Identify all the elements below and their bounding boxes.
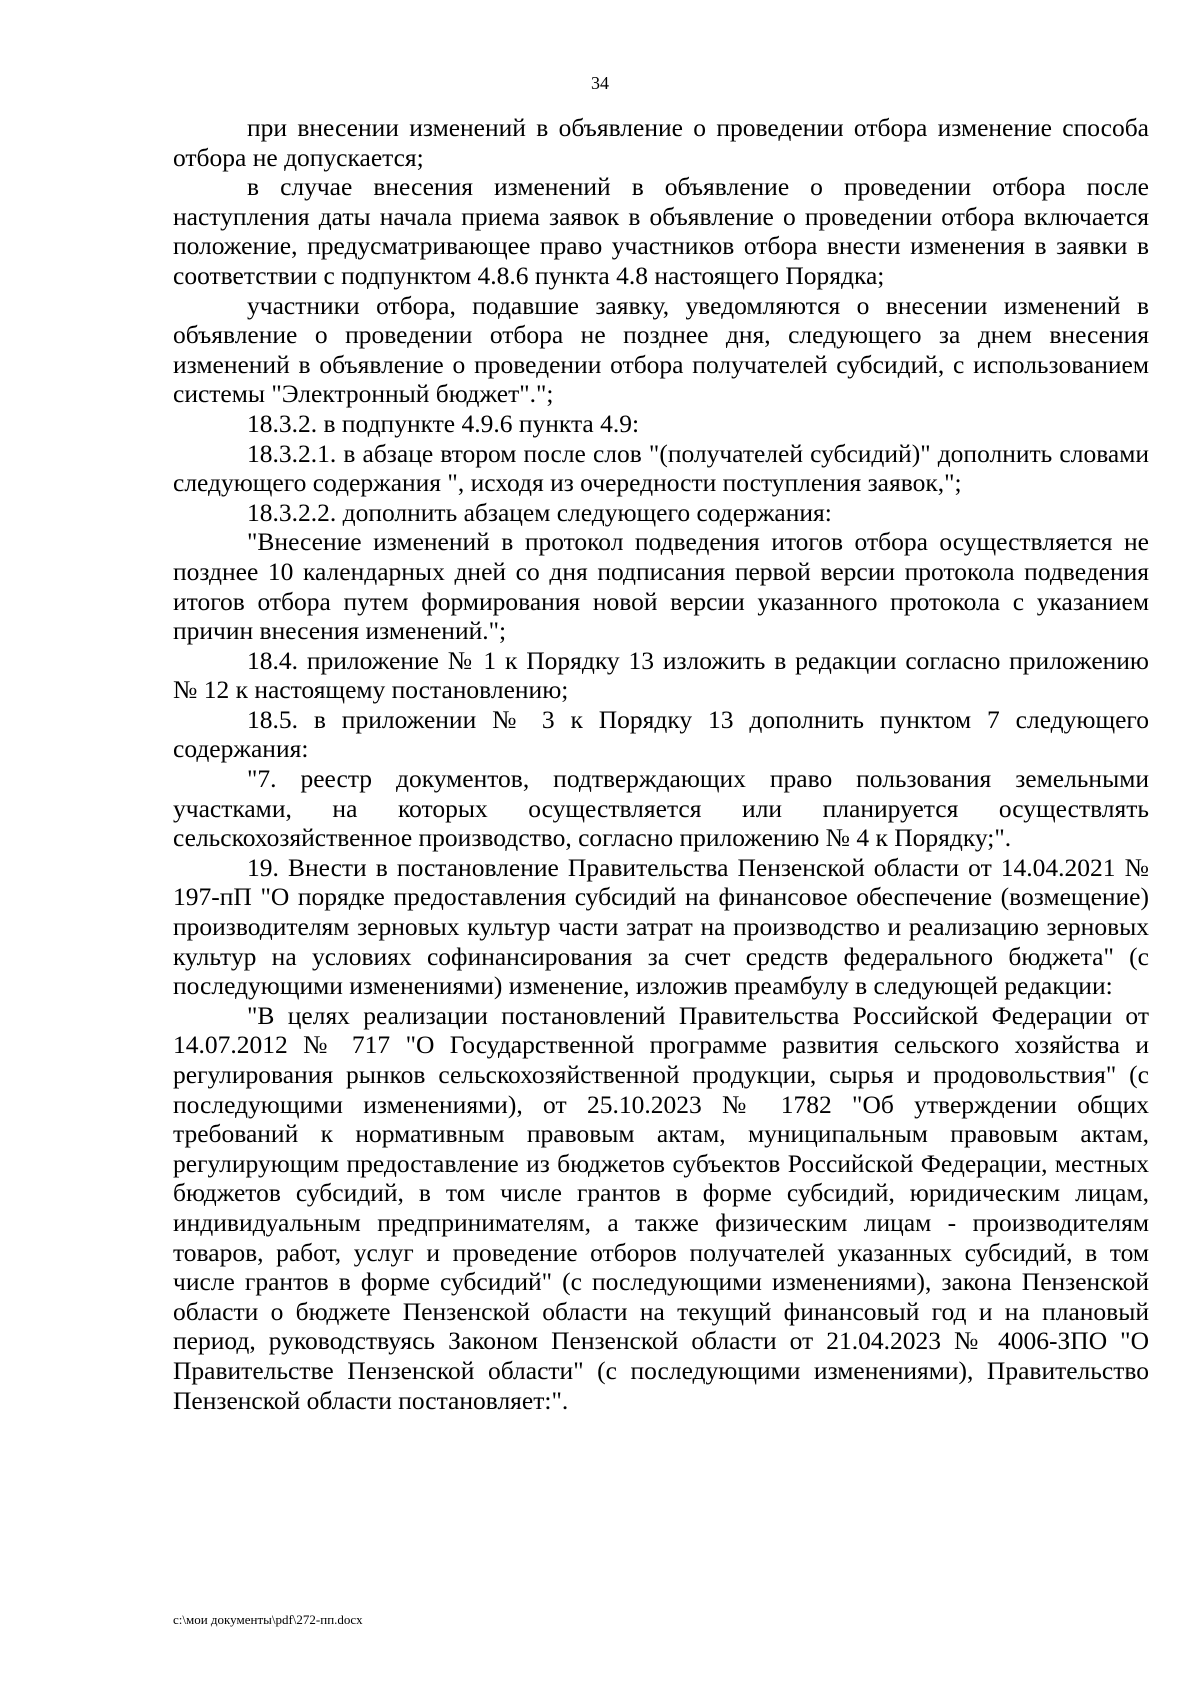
paragraph: 19. Внести в постановление Правительства Пензенской области от 14.04.2021 № 197-пП "О порядке предоставления субсидий на финансовое обеспечение (возмещение) производителям зерновых культур части затрат на производство и реализацию зерновых культур на условиях софинансирования за счет средств федерального бюджета" (с последующими изменениями) изменение, изложив преамбулу в следующей редакции: xyxy=(173,852,1149,1001)
paragraph: 18.3.2.2. дополнить абзацем следующего содержания: xyxy=(247,497,832,527)
document-body xyxy=(173,113,1149,1415)
footer-file-path: c:\мои документы\pdf\272-пп.docx xyxy=(173,1612,363,1627)
paragraph: "Внесение изменений в протокол подведения итогов отбора осуществляется не позднее 10 календарных дней со дня подписания первой версии протокола подведения итогов отбора путем формирования новой версии указанного протокола с указанием причин внесения изменений."; xyxy=(173,527,1149,646)
paragraph: в случае внесения изменений в объявление о проведении отбора после наступления даты начала приема заявок в объявление о проведении отбора включается положение, предусматривающее право участников отбора внести изменения в заявки в соответствии с подпунктом 4.8.6 пункта 4.8 настоящего Порядка; xyxy=(173,172,1149,290)
paragraph: при внесении изменений в объявление о проведении отбора изменение способа отбора не допускается; xyxy=(173,113,1149,172)
paragraph: 18.3.2. в подпункте 4.9.6 пункта 4.9: xyxy=(247,408,640,438)
paragraph: 18.3.2.1. в абзаце втором после слов "(получателей субсидий)" дополнить словами следующего содержания ", исходя из очередности поступления заявок,"; xyxy=(173,438,1149,498)
paragraph: 18.4. приложение № 1 к Порядку 13 изложить в редакции согласно приложению № 12 к настоящему постановлению; xyxy=(173,645,1149,705)
page-number: 34 xyxy=(591,73,609,93)
paragraph: 18.5. в приложении № 3 к Порядку 13 дополнить пунктом 7 следующего содержания: xyxy=(173,704,1149,764)
paragraph: "В целях реализации постановлений Правительства Российской Федерации от 14.07.2012 № 717 "О Государственной программе развития сельского хозяйства и регулирования рынков сельскохозяйственной продукции, сырья и продовольствия" (с последующими изменениями), от 25.10.2023 № 1782 "Об утверждении общих требований к нормативным правовым актам, муниципальным правовым актам, регулирующим предоставление из бюджетов субъектов Российской Федерации, местных бюджетов субсидий, в том числе грантов в форме субсидий, юридическим лицам, индивидуальным предпринимателям, а также физическим лицам - производителям товаров, работ, услуг и проведение отборов получателей указанных субсидий, в том числе грантов в форме субсидий" (с последующими изменениями), закона Пензенской области о бюджете Пензенской области на текущий финансовый год и на плановый период, руководствуясь Законом Пензенской области от 21.04.2023 № 4006-ЗПО "О Правительстве Пензенской области" (с последующими изменениями), Правительство Пензенской области постановляет:". xyxy=(173,1000,1149,1415)
paragraph: участники отбора, подавшие заявку, уведомляются о внесении изменений в объявление о проведении отбора не позднее дня, следующего за днем внесения изменений в объявление о проведении отбора получателей субсидий, с использованием системы "Электронный бюджет"."; xyxy=(173,290,1149,409)
paragraph: "7. реестр документов, подтверждающих право пользования земельными участками, на которых осуществляется или планируется осуществлять сельскохозяйственное производство, согласно приложению № 4 к Порядку;". xyxy=(173,764,1149,853)
